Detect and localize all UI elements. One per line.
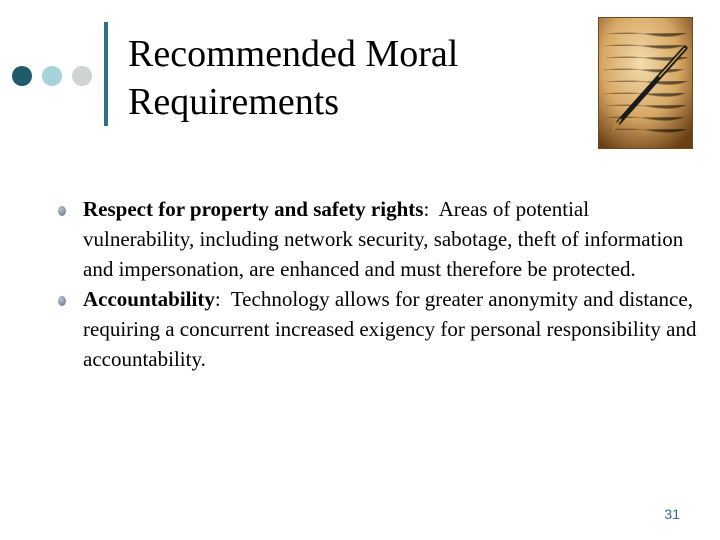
bullet-text: Areas of potential vulnerability, including network security, sabotage, theft of information and impersonation, are enhanced and must therefore be protected.	[83, 197, 684, 281]
dot-light-gray	[72, 66, 92, 86]
title-line-2: Requirements	[128, 81, 340, 123]
pen-photo	[598, 17, 693, 149]
bullet-list	[56, 194, 702, 374]
bullet-separator: :	[214, 287, 231, 311]
page-number: 31	[664, 506, 680, 522]
slide-title	[128, 30, 568, 126]
bullet-term: Respect for property and safety rights	[83, 197, 424, 221]
title-line-1: Recommended Moral	[128, 33, 459, 75]
bullet-icon	[58, 296, 66, 306]
bullet-item-property-safety	[56, 194, 702, 284]
dot-light-teal	[42, 66, 62, 86]
bullet-icon	[58, 206, 66, 216]
pen-on-parchment-image	[599, 18, 692, 148]
dot-dark-teal	[12, 66, 32, 86]
decor-dots	[12, 66, 94, 86]
bullet-text: Technology allows for greater anonymity and distance, requiring a concurrent increased exigency for personal responsibility and accountability.	[83, 287, 697, 371]
bullet-term: Accountability	[83, 287, 215, 311]
bullet-separator: :	[423, 197, 439, 221]
title-divider	[104, 22, 108, 126]
bullet-item-accountability	[56, 284, 702, 374]
